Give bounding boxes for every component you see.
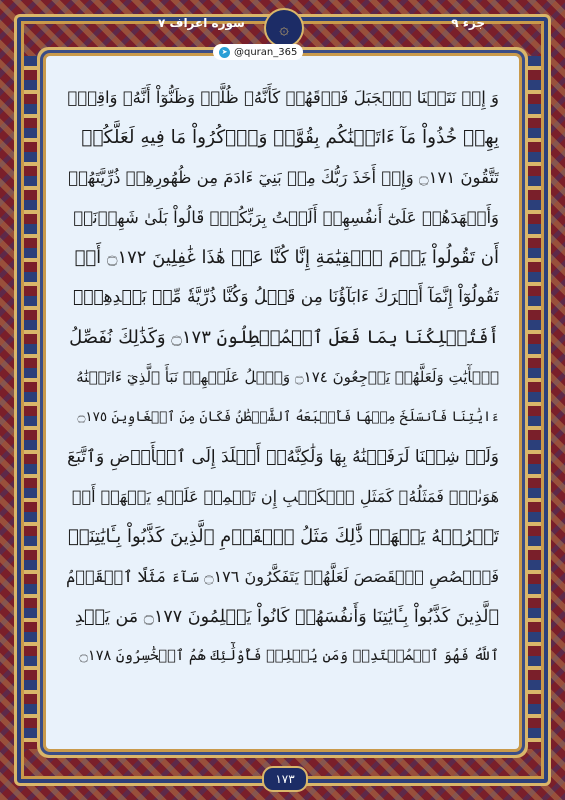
verse-line: وَأَشۡهَدَهُمۡ عَلَىٰٓ أَنفُسِهِمۡ أَلَسۡتُ بِرَبِّكُمۡۖ قَالُواْ بَلَىٰ شَهِدۡنَآۚ xyxy=(73,208,499,228)
verse-line: ءَايَٰتِنَا فَٱنسَلَخَ مِنۡهَا فَأَتۡبَعَهُ ٱلشَّيۡطَٰنُ فَكَانَ مِنَ ٱلۡغَاوِينَ ۝١٧٥ xyxy=(77,409,499,426)
surah-label: سوره اعراف ۷ xyxy=(158,16,245,30)
page-number: ۱۷۳ xyxy=(262,766,308,792)
verse-line: ٱللَّهُ فَهُوَ ٱلۡمُهۡتَدِيۖ وَمَن يُضۡلِلۡ فَأُوْلَٰٓئِكَ هُمُ ٱلۡخَٰسِرُونَ ۝١٧٨ xyxy=(79,648,499,665)
verse-line: تَتَّقُونَ ۝١٧١ وَإِذۡ أَخَذَ رَبُّكَ مِنۢ بَنِيٓ ءَادَمَ مِن ظُهُورِهِمۡ ذُرِّيَّتَهُمۡ xyxy=(68,168,499,188)
right-border-ornament xyxy=(525,56,541,749)
left-border-ornament xyxy=(24,56,40,749)
verse-line: وَلَوۡ شِئۡنَا لَرَفَعۡنَٰهُ بِهَا وَلَٰكِنَّهُۥٓ أَخۡلَدَ إِلَى ٱلۡأَرۡضِ وَٱتَّبَعَ xyxy=(67,447,499,468)
quran-emblem-icon: ۞ xyxy=(264,8,304,48)
verse-line: وَ إِذۡ نَتَقۡنَا ٱلۡجَبَلَ فَوۡقَهُمۡ كَأَنَّهُۥ ظُلَّةٞ وَظَنُّوٓاْ أَنَّهُۥ وَاقِعُۢ xyxy=(67,88,499,108)
verse-lines xyxy=(66,78,499,738)
verse-line: تَقُولُوٓاْ إِنَّمَآ أَشۡرَكَ ءَابَآؤُنَا مِن قَبۡلُ وَكُنَّا ذُرِّيَّةٗ مِّنۢ بَعۡدِهِمۡۖ xyxy=(73,287,499,308)
verse-line: فَٱقۡصُصِ ٱلۡقَصَصَ لَعَلَّهُمۡ يَتَفَكَّرُونَ ۝١٧٦ سَآءَ مَثَلًا ٱلۡقَوۡمُ xyxy=(66,567,499,587)
handle-text: @quran_365 xyxy=(234,46,298,58)
channel-handle[interactable] xyxy=(213,44,303,60)
verse-line: بِهِمۡ خُذُواْ مَآ ءَاتَيۡنَٰكُم بِقُوَّةٖ وَٱذۡكُرُواْ مَا فِيهِ لَعَلَّكُمۡ xyxy=(81,127,499,149)
verse-line: ٱلۡأٓيَٰتِ وَلَعَلَّهُمۡ يَرۡجِعُونَ ۝١٧٤ وَٱتۡلُ عَلَيۡهِمۡ نَبَأَ ٱلَّذِيٓ ءَاتَيۡنَٰهُ xyxy=(76,368,499,387)
verse-line: ٱلَّذِينَ كَذَّبُواْ بِـَٔايَٰتِنَا وَأَنفُسَهُمۡ كَانُواْ يَظۡلِمُونَ ۝١٧٧ مَن يَهۡدِ xyxy=(74,606,499,627)
verse-line: هَوَىٰهُۚ فَمَثَلُهُۥ كَمَثَلِ ٱلۡكَلۡبِ إِن تَحۡمِلۡ عَلَيۡهِ يَلۡهَثۡ أَوۡ xyxy=(71,487,499,507)
verse-line: أَن تَقُولُواْ يَوۡمَ ٱلۡقِيَٰمَةِ إِنَّا كُنَّا عَنۡ هَٰذَا غَٰفِلِينَ ۝١٧٢ أَوۡ xyxy=(74,247,499,268)
verse-line: تَتۡرُكۡهُ يَلۡهَثۚ ذَّٰلِكَ مَثَلُ ٱلۡقَوۡمِ ٱلَّذِينَ كَذَّبُواْ بِـَٔايَٰتِنَاۚ xyxy=(67,526,499,548)
verse-line: أَفَتُهۡلِكُنَا بِمَا فَعَلَ ٱلۡمُبۡطِلُونَ ۝١٧٣ وَكَذَٰلِكَ نُفَصِّلُ xyxy=(69,326,499,348)
juz-label: جزء ۹ xyxy=(451,16,485,30)
telegram-icon: ➤ xyxy=(219,47,230,58)
